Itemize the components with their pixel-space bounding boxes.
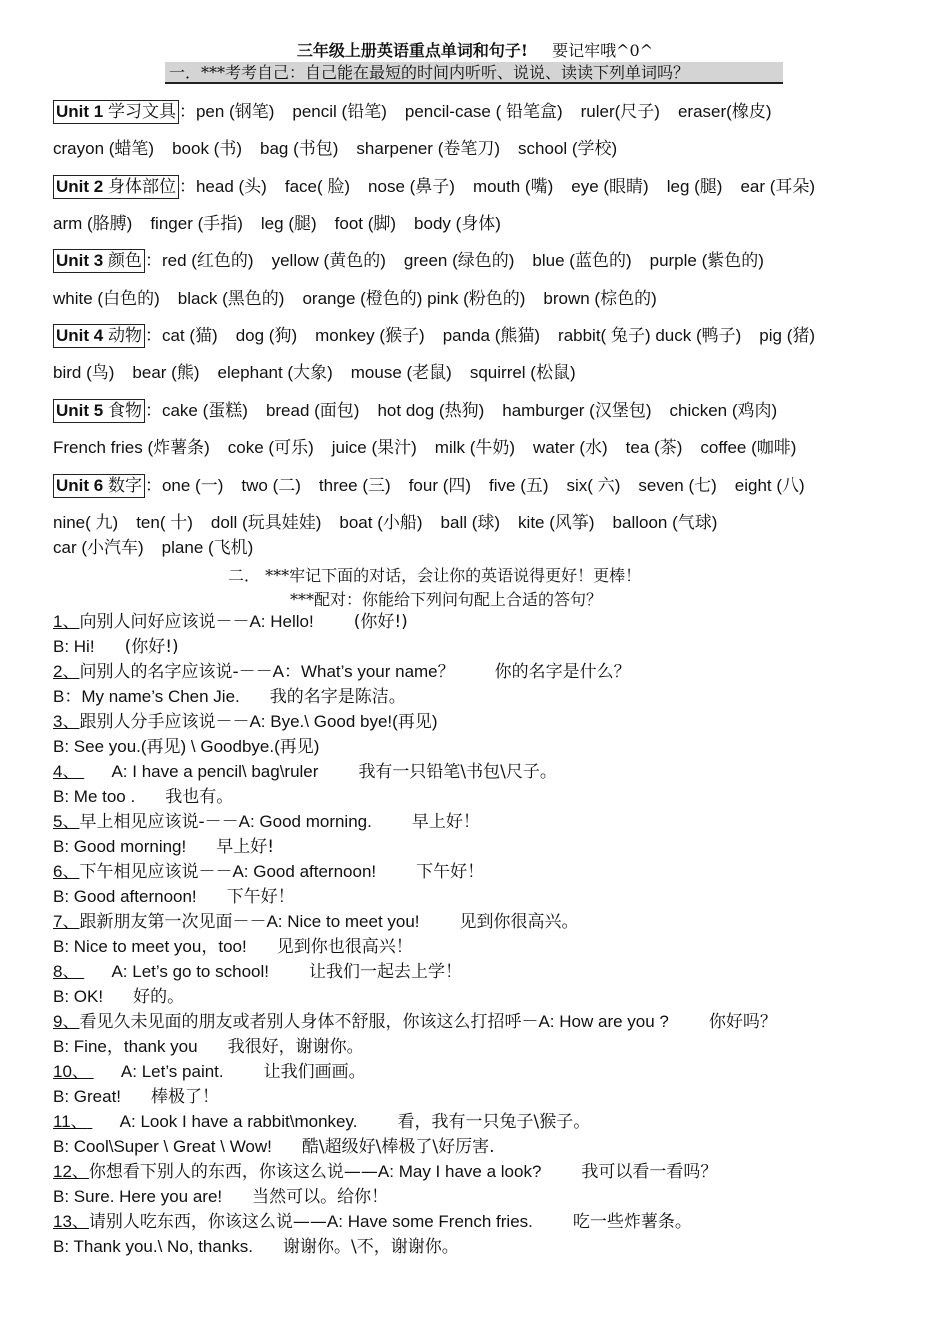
dialogue-line-b-translation: 我也有。 [165, 787, 234, 807]
vocab-word: nose (鼻子) [368, 177, 455, 196]
dialogue-line-a-translation: (你好!) [353, 612, 408, 632]
vocab-word: cake (蛋糕) [161, 401, 248, 420]
section1-heading: 一．***考考自己：自己能在最短的时间内听听、说说、读读下列单词吗？ [165, 62, 783, 84]
unit-colon: ： [144, 326, 162, 345]
vocab-word: pen (钢笔) [195, 102, 275, 121]
unit-number: Unit 3 [56, 251, 104, 270]
unit-6-line-2 [53, 511, 923, 535]
unit-4-line-1 [53, 324, 923, 348]
dialogue-line-a-translation: 我可以看一看吗？ [581, 1162, 718, 1182]
vocab-word: boat (小船) [339, 513, 423, 532]
dialogue-number: 12、 [53, 1162, 89, 1181]
dialogue-9-question [53, 1011, 777, 1033]
unit-4-line-2 [53, 361, 923, 385]
dialogue-10-question [53, 1061, 366, 1083]
dialogue-line-b-translation: 棒极了！ [151, 1087, 220, 1107]
unit-2-line-1 [53, 175, 923, 199]
vocab-word: five (五) [489, 476, 549, 495]
dialogue-line-a-translation: 早上好！ [411, 812, 480, 832]
dialogue-8-question [53, 961, 462, 983]
unit-number: Unit 1 [56, 102, 104, 121]
dialogue-6-answer [53, 886, 295, 908]
vocab-word: hamburger (汉堡包) [502, 401, 652, 420]
dialogue-6-question [53, 861, 484, 883]
vocab-word: leg (腿) [666, 177, 723, 196]
dialogue-3-answer [53, 736, 349, 758]
dialogue-prompt: 跟新朋友第一次见面－－ [79, 912, 267, 932]
dialogue-prompt: 跟别人分手应该说－－ [79, 712, 250, 732]
dialogue-line-b-translation: 我的名字是陈洁。 [269, 687, 406, 707]
vocab-word: pig (猪) [759, 326, 816, 345]
dialogue-line-b-translation: 下午好！ [226, 887, 295, 907]
unit-5-line-1 [53, 399, 923, 423]
dialogue-number: 4、 [53, 762, 80, 781]
dialogue-13-answer [53, 1236, 459, 1258]
dialogue-number: 5、 [53, 812, 80, 831]
dialogue-line-b: B: Hi! [53, 637, 95, 656]
dialogue-line-a-translation: 下午好！ [416, 862, 485, 882]
dialogue-number: 1、 [53, 612, 80, 631]
dialogue-4-question [53, 761, 557, 783]
dialogue-2-question [53, 661, 631, 683]
dialogue-9-answer [53, 1036, 364, 1058]
vocab-word: eye (眼睛) [571, 177, 649, 196]
dialogue-prompt: 你想看下别人的东西，你该这么说—— [88, 1162, 378, 1182]
vocab-word: French fries (炸薯条) [53, 438, 210, 457]
vocab-word: bird (鸟) [53, 363, 115, 382]
vocab-word: car (小汽车) [53, 538, 144, 557]
dialogue-number: 13、 [53, 1212, 89, 1231]
word-list [196, 102, 790, 121]
dialogue-line-a: A: Look I have a rabbit\monkey. [119, 1112, 358, 1131]
dialogue-line-a: A: Let’s go to school! [111, 962, 269, 981]
vocab-word: eraser(橡皮) [677, 102, 772, 121]
word-list [53, 538, 271, 557]
unit-6-line-3 [53, 536, 923, 560]
dialogue-line-b: B: Great! [53, 1087, 122, 1106]
dialogue-line-b: B: Sure. Here you are! [53, 1187, 223, 1206]
section2-subheading: ***配对：你能给下列问句配上合适的答句？ [290, 590, 603, 609]
vocab-word: six( 六) [566, 476, 621, 495]
vocab-word: chicken (鸡肉) [669, 401, 778, 420]
unit-label [53, 474, 145, 498]
vocab-word: arm (胳膊) [53, 214, 133, 233]
dialogue-number: 9、 [53, 1012, 80, 1031]
vocab-word: mouth (嘴) [472, 177, 554, 196]
vocab-word: squirrel (松鼠) [469, 363, 576, 382]
dialogue-line-a: A: Have some French fries. [326, 1212, 533, 1231]
dialogue-line-b-translation: 好的。 [133, 987, 185, 1007]
vocab-word: yellow (黄色的) [271, 251, 386, 270]
dialogue-13-question [53, 1211, 692, 1233]
dialogue-line-b: B: OK! [53, 987, 104, 1006]
dialogue-number: 11、 [53, 1112, 88, 1131]
word-list [196, 177, 833, 196]
unit-number: Unit 5 [56, 401, 104, 420]
vocab-word: one (一) [161, 476, 224, 495]
vocab-word: leg (腿) [260, 214, 317, 233]
dialogue-line-b-translation: 酷\超级好\棒极了\好厉害. [301, 1137, 495, 1157]
dialogue-line-a: A: May I have a look? [377, 1162, 542, 1181]
unit-colon: ： [178, 177, 196, 196]
vocab-word: doll (玩具娃娃) [210, 513, 322, 532]
answer-blank [79, 761, 101, 783]
dialogue-prompt: 向别人问好应该说－－ [79, 612, 250, 632]
vocab-word: coke (可乐) [227, 438, 314, 457]
unit-topic: 动物 [107, 326, 142, 346]
vocab-word: dog (狗) [235, 326, 298, 345]
vocab-word: green (绿色的) [403, 251, 515, 270]
vocab-word: ruler(尺子) [580, 102, 660, 121]
dialogue-line-b: B: Me too . [53, 787, 136, 806]
vocab-word: purple (紫色的) [649, 251, 764, 270]
dialogue-3-question [53, 711, 477, 733]
vocab-word: finger (手指) [150, 214, 243, 233]
vocab-word: panda (熊猫) [442, 326, 541, 345]
dialogue-line-b-translation: 早上好! [216, 837, 275, 857]
answer-blank [88, 1111, 110, 1133]
vocab-word: tea (茶) [625, 438, 683, 457]
dialogue-line-b: B: Fine，thank you [53, 1037, 198, 1056]
dialogue-8-answer [53, 986, 184, 1008]
dialogue-line-b-translation: 我很好，谢谢你。 [227, 1037, 364, 1057]
dialogue-line-a-translation: 见到你很高兴。 [459, 912, 579, 932]
title-tail: 要记牢哦^0^ [552, 41, 654, 60]
word-list [162, 401, 795, 420]
dialogue-line-a: A: I have a pencil\ bag\ruler [111, 762, 319, 781]
dialogue-line-a: A: Good afternoon! [232, 862, 377, 881]
unit-5-line-2 [53, 436, 923, 460]
unit-label [53, 175, 179, 199]
vocab-word: pencil-case ( 铅笔盒) [404, 102, 563, 121]
vocab-word: face( 脸) [284, 177, 351, 196]
unit-6-line-1 [53, 474, 923, 498]
word-list [162, 251, 782, 270]
dialogue-line-a-translation: 看，我有一只兔子\猴子。 [397, 1112, 591, 1132]
dialogue-5-answer [53, 836, 274, 858]
dialogue-11-question [53, 1111, 590, 1133]
unit-3-line-1 [53, 249, 923, 273]
unit-colon: ： [144, 401, 162, 420]
dialogue-line-a: A: Nice to meet you! [266, 912, 420, 931]
vocab-word: water (水) [533, 438, 608, 457]
word-list [53, 139, 635, 158]
unit-topic: 颜色 [107, 251, 142, 271]
dialogue-line-a-translation: 让我们画画。 [263, 1062, 366, 1082]
vocab-word: eight (八) [734, 476, 805, 495]
vocab-word: black (黑色的) [177, 289, 285, 308]
dialogue-line-b-translation: 谢谢你。\不，谢谢你。 [283, 1237, 459, 1257]
unit-number: Unit 4 [56, 326, 104, 345]
vocab-word: nine( 九) [53, 513, 119, 532]
dialogue-number: 7、 [53, 912, 80, 931]
word-list [53, 214, 519, 233]
vocab-word: sharpener (卷笔刀) [356, 139, 501, 158]
dialogue-2-answer [53, 686, 406, 708]
dialogue-line-a: A：What’s your name？ [272, 662, 455, 681]
answer-blank [89, 1061, 111, 1083]
vocab-word: coffee (咖啡) [700, 438, 797, 457]
vocab-word: ball (球) [440, 513, 501, 532]
dialogue-line-a: A: Let’s paint. [120, 1062, 224, 1081]
vocab-word: bread (面包) [265, 401, 360, 420]
dialogue-line-a: A: Bye.\ Good bye!(再见) [249, 712, 438, 731]
dialogue-1-question [53, 611, 408, 633]
dialogue-line-b: B: Good afternoon! [53, 887, 197, 906]
vocab-word: mouse (老鼠) [350, 363, 452, 382]
vocab-word: juice (果汁) [331, 438, 417, 457]
unit-label [53, 399, 145, 423]
dialogue-line-b: B: Thank you.\ No, thanks. [53, 1237, 254, 1256]
vocab-word: milk (牛奶) [434, 438, 516, 457]
unit-number: Unit 6 [56, 476, 104, 495]
dialogue-number: 8、 [53, 962, 80, 981]
vocab-word: red (红色的) [161, 251, 254, 270]
dialogue-12-question [53, 1161, 717, 1183]
dialogue-number: 3、 [53, 712, 80, 731]
dialogue-7-answer [53, 936, 413, 958]
dialogue-line-b: B：My name’s Chen Jie. [53, 687, 240, 706]
unit-label [53, 324, 145, 348]
unit-label [53, 100, 179, 124]
unit-1-line-1 [53, 100, 923, 124]
dialogue-4-answer [53, 786, 233, 808]
vocab-word: plane (飞机) [161, 538, 254, 557]
dialogue-12-answer [53, 1186, 388, 1208]
vocab-word: head (头) [195, 177, 267, 196]
vocab-word: bag (书包) [260, 139, 339, 158]
dialogue-prompt: 早上相见应该说-－－ [79, 812, 239, 832]
vocab-word: body (身体) [414, 214, 501, 233]
dialogue-line-b-translation: 见到你也很高兴！ [276, 937, 413, 957]
dialogue-line-a: A: How are you ? [538, 1012, 669, 1031]
vocab-word: bear (熊) [132, 363, 200, 382]
unit-topic: 数字 [107, 476, 142, 496]
word-list [162, 476, 823, 495]
dialogue-line-b-translation: 当然可以。给你！ [252, 1187, 389, 1207]
vocab-word: elephant (大象) [217, 363, 333, 382]
word-list [162, 326, 833, 345]
dialogue-line-b: B: Cool\Super \ Great \ Wow! [53, 1137, 272, 1156]
dialogue-line-a-translation: 你好吗？ [708, 1012, 777, 1032]
dialogue-line-b-translation: (你好!) [124, 637, 179, 657]
vocab-word: orange (橙色的) pink (粉色的) [302, 289, 526, 308]
vocab-word: book (书) [172, 139, 242, 158]
unit-2-line-2 [53, 212, 923, 236]
dialogue-line-a: A: Hello! [249, 612, 314, 631]
dialogue-line-a-translation: 我有一只铅笔\书包\尺子。 [358, 762, 557, 782]
dialogue-number: 10、 [53, 1062, 89, 1081]
vocab-word: ten( 十) [136, 513, 193, 532]
dialogue-number: 2、 [53, 662, 80, 681]
vocab-word: cat (猫) [161, 326, 218, 345]
dialogue-line-a: A: Good morning. [238, 812, 372, 831]
unit-topic: 食物 [107, 401, 142, 421]
dialogue-10-answer [53, 1086, 219, 1108]
unit-number: Unit 2 [56, 177, 104, 196]
dialogue-line-b: B: Good morning! [53, 837, 187, 856]
unit-topic: 身体部位 [107, 177, 176, 197]
unit-colon: ： [144, 476, 162, 495]
vocab-word: hot dog (热狗) [377, 401, 485, 420]
vocab-word: monkey (猴子) [315, 326, 425, 345]
page-title [0, 38, 950, 61]
vocab-word: school (学校) [518, 139, 618, 158]
vocab-word: two (二) [241, 476, 301, 495]
vocab-word: brown (棕色的) [543, 289, 657, 308]
dialogue-line-a-translation: 吃一些炸薯条。 [572, 1212, 692, 1232]
vocab-word: four (四) [408, 476, 472, 495]
title-text: 三年级上册英语重点单词和句子! [296, 41, 528, 60]
unit-label [53, 249, 145, 273]
vocab-word: white (白色的) [53, 289, 160, 308]
word-list [53, 513, 735, 532]
word-list [53, 438, 814, 457]
vocab-word: pencil (铅笔) [292, 102, 387, 121]
dialogue-number: 6、 [53, 862, 80, 881]
unit-1-line-2 [53, 137, 923, 161]
vocab-word: seven (七) [638, 476, 717, 495]
answer-blank [79, 961, 101, 983]
vocab-word: balloon (气球) [612, 513, 718, 532]
vocab-word: crayon (蜡笔) [53, 139, 155, 158]
dialogue-prompt: 看见久未见面的朋友或者别人身体不舒服，你该这么打招呼－ [79, 1012, 539, 1032]
unit-colon: ： [178, 102, 196, 121]
section2-heading: 二． ***牢记下面的对话，会让你的英语说得更好！更棒！ [228, 566, 642, 585]
vocab-word: rabbit( 兔子) duck (鸭子) [558, 326, 742, 345]
unit-topic: 学习文具 [107, 102, 176, 122]
dialogue-1-answer [53, 636, 179, 658]
word-list [53, 289, 675, 308]
unit-3-line-2 [53, 287, 923, 311]
dialogue-line-a-translation: 让我们一起去上学！ [308, 962, 462, 982]
dialogue-prompt: 请别人吃东西，你该这么说—— [88, 1212, 327, 1232]
dialogue-prompt: 问别人的名字应该说-－－ [79, 662, 273, 682]
dialogue-5-question [53, 811, 480, 833]
dialogue-11-answer [53, 1136, 494, 1158]
dialogue-line-a-translation: 你的名字是什么？ [494, 662, 631, 682]
dialogue-7-question [53, 911, 579, 933]
dialogue-prompt: 下午相见应该说－－ [79, 862, 233, 882]
dialogue-line-b: B: Nice to meet you，too! [53, 937, 247, 956]
vocab-word: foot (脚) [334, 214, 397, 233]
vocab-word: three (三) [318, 476, 391, 495]
vocab-word: blue (蓝色的) [532, 251, 632, 270]
vocab-word: kite (风筝) [518, 513, 595, 532]
word-list [53, 363, 594, 382]
unit-colon: ： [144, 251, 162, 270]
vocab-word: ear (耳朵) [740, 177, 816, 196]
dialogue-line-b: B: See you.(再见) \ Goodbye.(再见) [53, 737, 320, 756]
